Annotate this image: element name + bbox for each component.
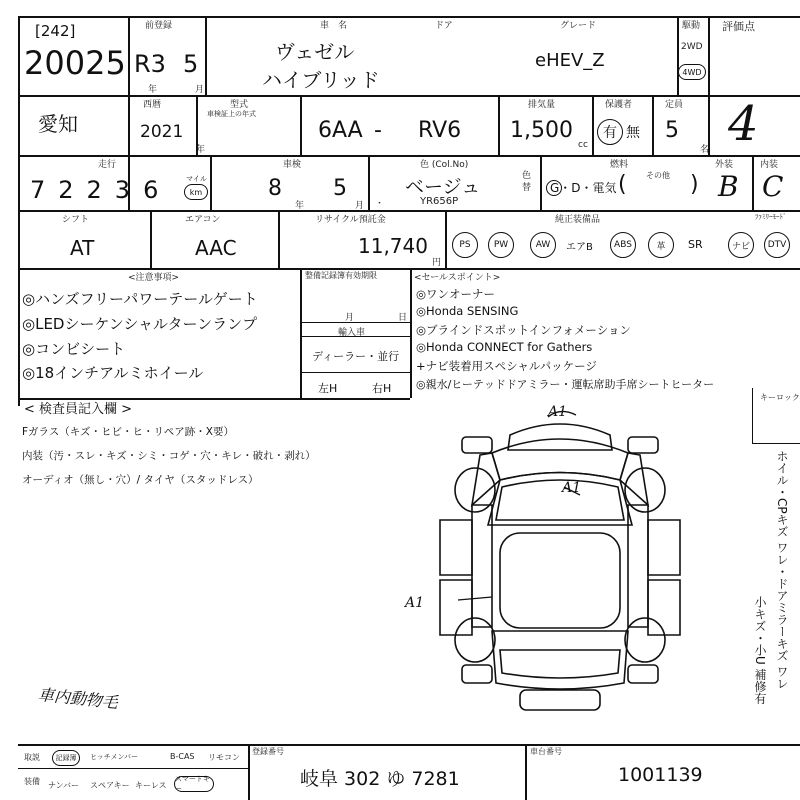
inspect-month-unit: 月 [355, 201, 365, 211]
equip-aw [530, 232, 556, 258]
score-label: 評価点 [722, 20, 755, 33]
equip-leather [648, 232, 674, 258]
reg-year-unit: 年 [148, 85, 158, 95]
vline-cap [652, 95, 654, 155]
ac-label: エアコン [185, 215, 221, 225]
vline-ext [752, 155, 754, 210]
equip-airbag-label: エアB [566, 242, 593, 253]
equip-label: 純正装備品 [555, 215, 601, 225]
footer-top-5: リモコン [208, 753, 240, 762]
side-vertical-2: 小キズ・小U 補修有 [753, 596, 767, 705]
footer-mid [18, 768, 248, 769]
color-name: ベージュ [405, 176, 481, 198]
sales-item-6: ◎親水/ヒーテッドドアミラー・運転席助手席シートヒーター [416, 378, 715, 391]
door-label: ドア [435, 21, 453, 31]
side-box-left [752, 388, 753, 443]
shift-value: AT [70, 236, 95, 260]
footer-smartkey-circle [174, 776, 214, 792]
sales-item-3: ◎ブラインドスポットインフォメーション [416, 323, 631, 337]
plate-number: 岐阜 302 ゆ 7281 [300, 768, 460, 790]
inspect-year: 8 [268, 176, 282, 201]
equip-abs [610, 232, 636, 258]
footer-top-2: 記録簿 [55, 754, 77, 762]
type-dash: - [374, 118, 382, 143]
fuel-label: 燃料 [610, 160, 629, 170]
equip-sr-label: SR [688, 238, 703, 251]
ac-value: AAC [195, 236, 237, 260]
interior-grade: C [762, 170, 784, 203]
displacement: 1,500 [510, 118, 573, 143]
sales-header: <セールスポイント> [414, 273, 501, 283]
capacity-label: 定員 [665, 100, 684, 110]
shift-label: シフト [62, 215, 90, 225]
owner-yes-circle [597, 119, 623, 145]
inspect-label: 車検 [283, 160, 302, 170]
km-unit: km [189, 187, 203, 197]
vline-sales [410, 268, 412, 398]
recycle-label: リサイクル預託金 [315, 215, 386, 225]
vline-owner [592, 95, 594, 155]
vline-reg [205, 16, 207, 96]
equip-navi-label: ナビ [731, 241, 750, 252]
side-box-bottom [752, 443, 800, 444]
model-name-line2: ハイブリッド [262, 68, 380, 92]
reg-month-unit: 月 [195, 85, 205, 95]
sales-item-1: ◎ワンオーナー [416, 287, 496, 301]
fuel-other: その他 [646, 171, 670, 180]
hline-steer [300, 372, 410, 373]
footer-top [18, 744, 800, 746]
owner-no: 無 [626, 125, 640, 141]
fuel-paren-close: ) [690, 172, 699, 197]
footer-top-4: B-CAS [170, 752, 195, 761]
vline-drive [677, 16, 679, 96]
footer-bottom-4: キーレス [135, 781, 167, 790]
capacity: 5 [665, 118, 679, 143]
equip-ps [452, 232, 478, 258]
equip-sr [688, 238, 703, 251]
color-dot: ・ [375, 199, 385, 209]
drive-2wd: 2WD [681, 42, 703, 52]
equip-pw-label: PW [493, 240, 509, 250]
lot-number: 20025 [24, 44, 126, 82]
hline-row3 [18, 155, 800, 157]
model-year: 2021 [140, 122, 184, 142]
recycle-value: 11,740 [358, 234, 428, 258]
inspect-month: 5 [333, 176, 347, 201]
steer-right: 右H [372, 382, 392, 395]
grade-label: グレード [560, 21, 597, 31]
hline-row4 [18, 210, 800, 212]
type-prefix: 6AA [318, 118, 363, 143]
lease-day: 日 [398, 313, 408, 323]
equip-dtv-label: DTV [767, 240, 787, 250]
inspect-year-unit: 年 [295, 201, 305, 211]
type-suffix: RV6 [418, 118, 462, 143]
year-label: 西暦 [143, 100, 162, 110]
mileage-label: 走行 [98, 160, 117, 170]
notes-item-2: ◎LEDシーケンシャルターンランプ [22, 315, 258, 333]
notes-item-3: ◎コンビシート [22, 340, 126, 358]
damage-mark-side: A1 [405, 595, 425, 611]
vline-score [708, 16, 710, 156]
capacity-unit: 名 [700, 145, 710, 155]
sales-item-5: +ナビ装着用スペシャルパッケージ [416, 359, 597, 373]
import-label: 輸入車 [338, 328, 366, 338]
score-value: 4 [728, 96, 759, 152]
reg-label: 前登録 [145, 21, 173, 31]
reg-month: 5 [183, 50, 199, 78]
footer-bottom-2: ナンバー [48, 781, 80, 790]
footer-bottom-1: 装備 [24, 777, 40, 786]
vline-mileage [210, 155, 212, 210]
vline-notes [300, 268, 302, 398]
footer-bottom-3: スペアキー [90, 781, 130, 790]
lease-month: 月 [345, 313, 355, 323]
recycle-yen: 円 [432, 258, 442, 268]
fuel-value: G・D・電気 [550, 181, 617, 195]
color-label: 色 (Col.No) [420, 160, 469, 170]
fuel-paren-open: ( [618, 172, 627, 197]
equip-aw-label: AW [535, 240, 551, 250]
interior-label: 内装 [760, 160, 779, 170]
vline-shift [150, 210, 152, 268]
plate-label: 登録番号 [252, 747, 284, 756]
sales-item-4: ◎Honda CONNECT for Gathers [416, 340, 593, 354]
inspector-line-3: オーディオ（無し・穴）/ タイヤ（スタッドレス） [22, 474, 259, 486]
drive-4wd-circle [678, 64, 706, 80]
grade-value: eHEV_Z [535, 50, 605, 71]
car-diagram [380, 395, 740, 730]
hline-import [300, 322, 410, 323]
side-vertical-1: ホイル・CPキズ ワレ・ドアミラーキズ ワレ [775, 450, 789, 690]
import-value: ディーラー・並行 [312, 350, 400, 363]
notes-item-4: ◎18インチアルミホイール [22, 364, 204, 382]
lease-label: 整備記録簿有効期限 [305, 271, 377, 280]
cc-unit: cc [578, 140, 588, 150]
owner-yes: 有 [603, 125, 617, 141]
footer-div-2 [525, 744, 527, 800]
color-code: YR656P [420, 196, 459, 207]
vline-disp [498, 95, 500, 155]
inspector-header: < 検査員記入欄 > [24, 402, 133, 417]
vline-ac [278, 210, 280, 268]
equip-ps-label: PS [459, 240, 471, 250]
prefecture: 愛知 [38, 112, 78, 136]
side-label: キーロック [760, 393, 800, 402]
inspector-line-1: Fガラス（キズ・ヒビ・ヒ・リペア跡・X要） [22, 426, 234, 438]
footer-top-1: 取説 [24, 753, 40, 762]
color-change-label: 色替 [522, 171, 532, 193]
equip-dtv [764, 232, 790, 258]
type-label: 型式 [230, 100, 249, 110]
inspector-line-2: 内装（汚・スレ・キズ・シミ・コゲ・穴・キレ・破れ・剥れ） [22, 450, 316, 462]
mileage: 72236 [30, 176, 172, 204]
equip-abs-label: ABS [614, 240, 632, 250]
equip-airbag [566, 238, 593, 253]
footer-div-1 [248, 744, 250, 800]
lot-box: [242] [35, 22, 76, 40]
sales-item-2: ◎Honda SENSING [416, 304, 519, 318]
chassis-label: 車台番号 [530, 747, 562, 756]
model-name-line1: ヴェゼル [275, 40, 355, 64]
equip-pw [488, 232, 514, 258]
handwritten-note: 車内動物毛 [37, 684, 119, 713]
exterior-label: 外装 [715, 160, 734, 170]
notes-header: <注意事項> [128, 273, 180, 283]
equip-extra: ﾌｧﾐﾘｰﾓｰﾄﾞ [755, 213, 787, 221]
footer-top-2-circle [52, 750, 80, 766]
year-note: 車検証上の年式 [207, 110, 256, 118]
vline-inspect [368, 155, 370, 210]
disp-label: 排気量 [528, 100, 556, 110]
vline-color [540, 155, 542, 210]
exterior-grade: B [718, 170, 739, 203]
vline-type [300, 95, 302, 155]
vline-recycle [445, 210, 447, 268]
damage-mark-roof: A1 [562, 480, 582, 496]
notes-item-1: ◎ハンズフリーパワーテールゲート [22, 290, 258, 308]
footer-bottom-5: スマートキー [175, 775, 210, 793]
mile-label: マイル [186, 175, 207, 183]
drive-label: 駆動 [682, 21, 701, 31]
steer-left: 左H [318, 382, 338, 395]
year-unit: 年 [196, 145, 206, 155]
damage-mark-top: A1 [548, 404, 568, 420]
equip-leather-label: 革 [656, 241, 666, 252]
km-circle [184, 184, 208, 200]
owner-label: 保護者 [605, 100, 633, 110]
footer-top-3: ヒッチメンバー [90, 753, 139, 761]
reg-year: R3 [134, 50, 166, 78]
drive-4wd: 4WD [682, 67, 702, 77]
equip-navi [728, 232, 754, 258]
chassis-number: 1001139 [618, 764, 703, 786]
model-label: 車 名 [320, 21, 348, 31]
